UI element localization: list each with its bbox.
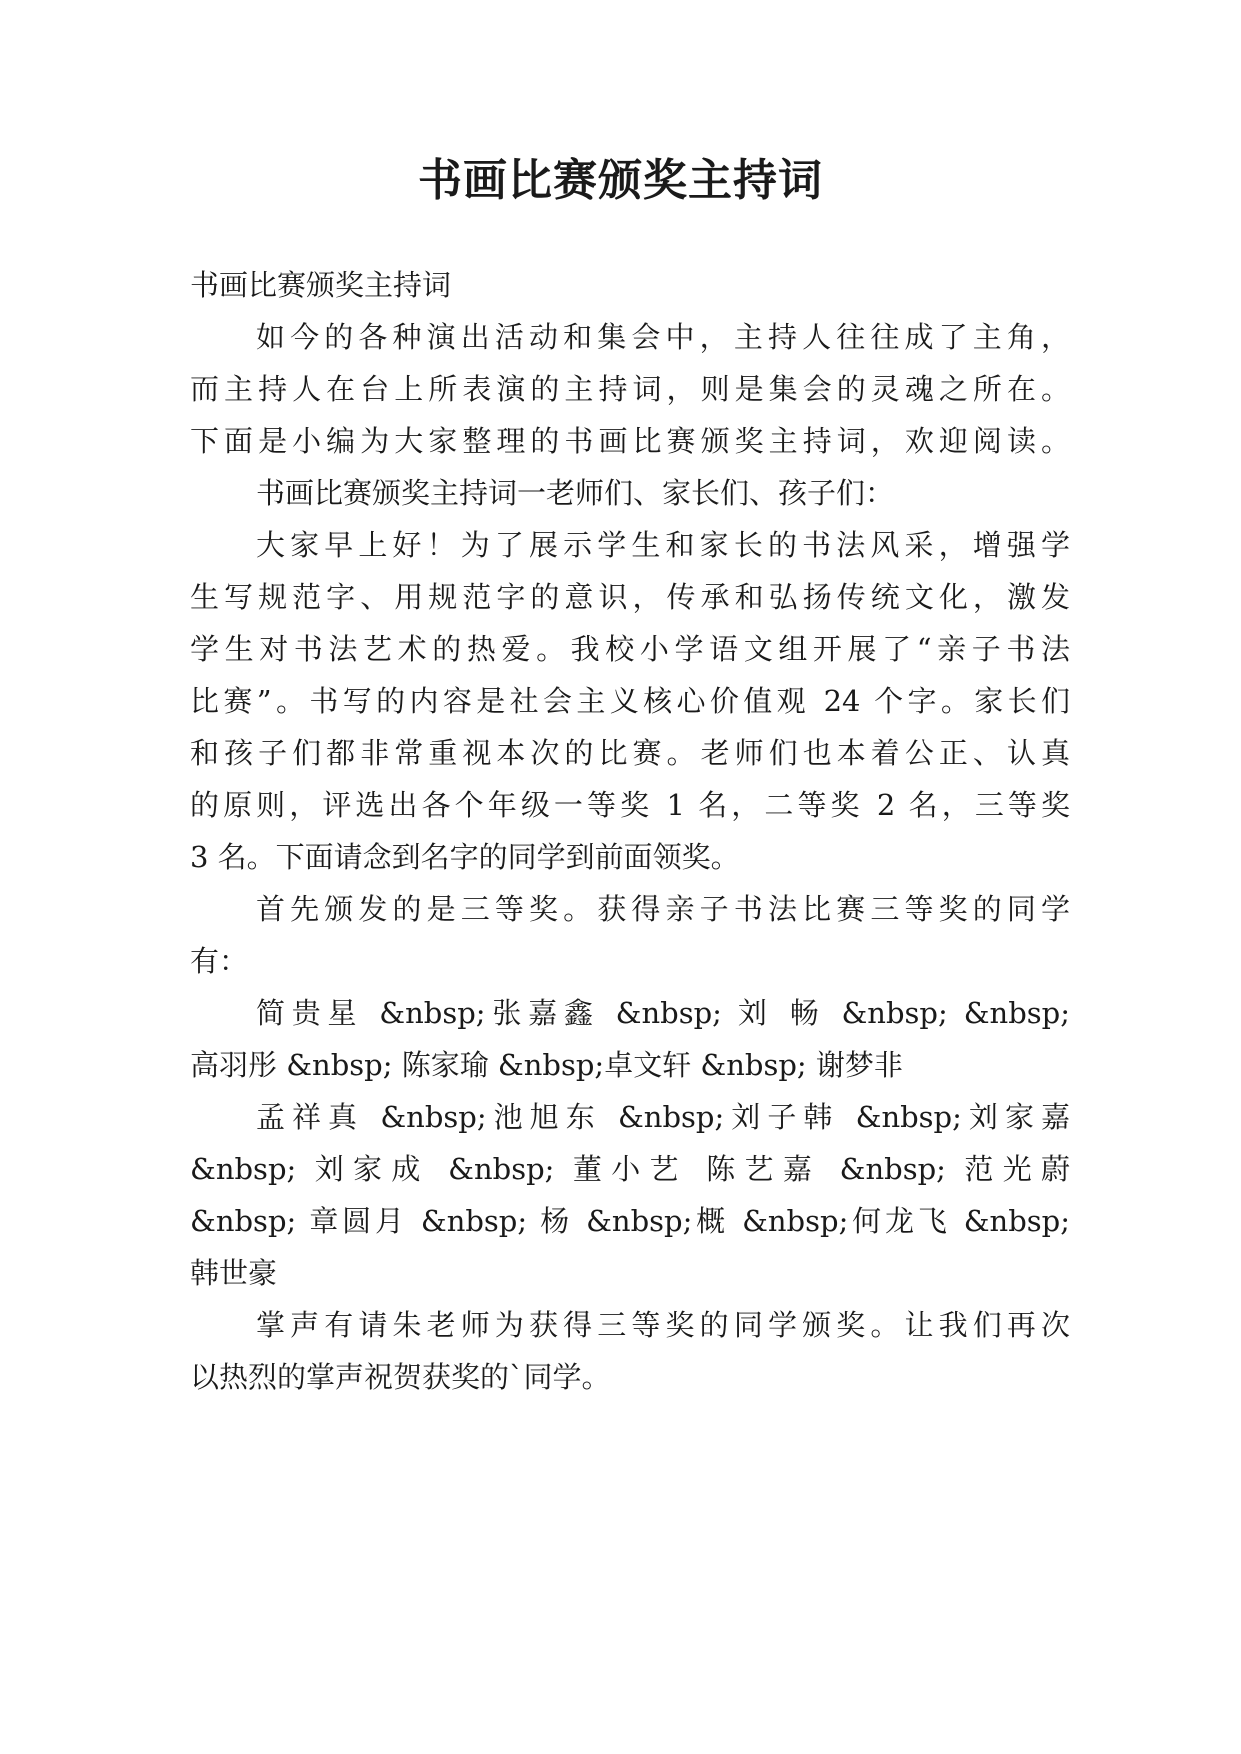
paragraph-line: 首先颁发的是三等奖。获得亲子书法比赛三等奖的同学	[256, 892, 1070, 926]
paragraph-line: 和孩子们都非常重视本次的比赛。老师们也本着公正、认真	[190, 736, 1070, 770]
paragraph-line: 生写规范字、用规范字的意识，传承和弘扬传统文化，激发	[190, 580, 1070, 614]
names-line: 简贵星 &nbsp;张嘉鑫 &nbsp; 刘 畅 &nbsp; &nbsp;	[256, 996, 1070, 1030]
names-line: 高羽彤 &nbsp; 陈家瑜 &nbsp;卓文轩 &nbsp; 谢梦非	[190, 1048, 903, 1082]
paragraph-line: 以热烈的掌声祝贺获奖的`同学。	[190, 1360, 611, 1394]
paragraph-line: 而主持人在台上所表演的主持词，则是集会的灵魂之所在。	[190, 372, 1070, 406]
paragraph-line: 书画比赛颁奖主持词一老师们、家长们、孩子们：	[256, 476, 895, 510]
paragraph-line: 下面是小编为大家整理的书画比赛颁奖主持词，欢迎阅读。	[190, 424, 1070, 458]
paragraph-line: 比赛”。书写的内容是社会主义核心价值观 24 个字。家长们	[190, 684, 1070, 718]
paragraph-line: 如今的各种演出活动和集会中，主持人往往成了主角，	[256, 320, 1070, 354]
paragraph-line: 有：	[190, 944, 249, 978]
names-line: &nbsp; 章圆月 &nbsp; 杨 &nbsp;概 &nbsp;何龙飞 &nbsp;	[190, 1204, 1070, 1238]
paragraph-line: 大家早上好！为了展示学生和家长的书法风采，增强学	[256, 528, 1070, 562]
paragraph-line: 掌声有请朱老师为获得三等奖的同学颁奖。让我们再次	[256, 1308, 1070, 1342]
names-line: &nbsp; 刘家成 &nbsp; 董小艺 陈艺嘉 &nbsp; 范光蔚	[190, 1152, 1070, 1186]
paragraph-line: 3 名。下面请念到名字的同学到前面领奖。	[190, 840, 740, 874]
names-line: 韩世豪	[190, 1256, 278, 1290]
paragraph-line: 的原则，评选出各个年级一等奖 1 名，二等奖 2 名，三等奖	[190, 788, 1070, 822]
names-line: 孟祥真 &nbsp;池旭东 &nbsp;刘子韩 &nbsp;刘家嘉	[256, 1100, 1070, 1134]
subtitle-line: 书画比赛颁奖主持词	[190, 268, 452, 302]
paragraph-line: 学生对书法艺术的热爱。我校小学语文组开展了“亲子书法	[190, 632, 1070, 666]
document-title: 书画比赛颁奖主持词	[418, 155, 823, 206]
